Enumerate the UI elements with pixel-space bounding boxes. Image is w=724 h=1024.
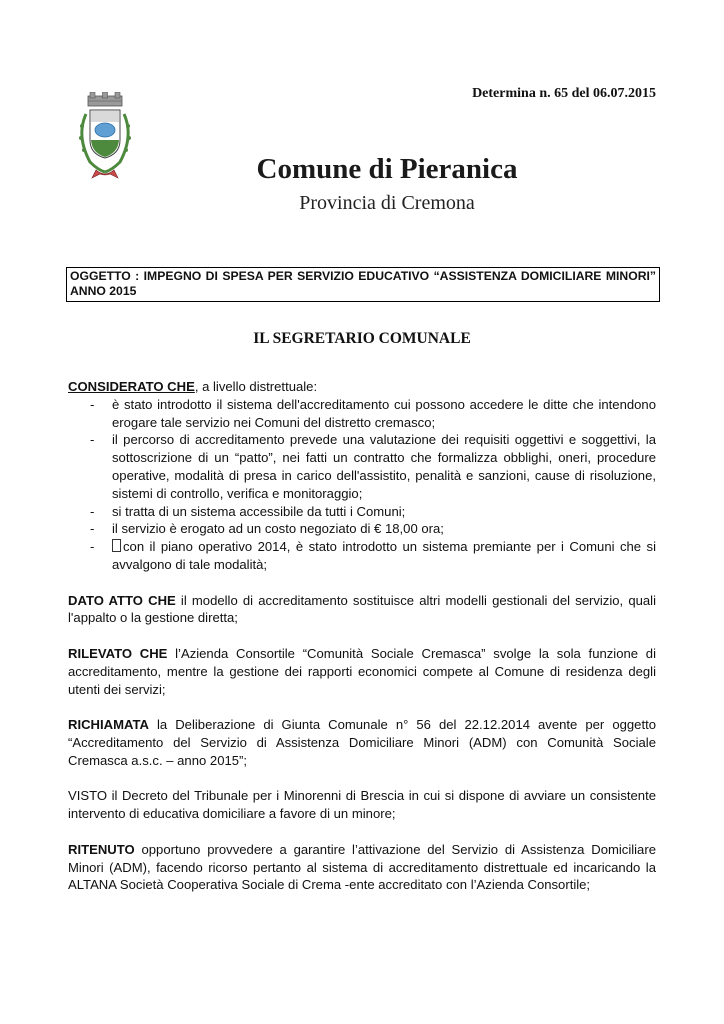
dato-atto-paragraph [68,592,656,628]
rilevato-paragraph [68,645,656,698]
document-body [68,378,656,912]
list-item: - è stato introdotto il sistema dell'accreditamento cui possono accedere le ditte che intendono erogare tale servizio nei Comuni del distretto cremasco; [90,396,656,430]
list-item: - con il piano operativo 2014, è stato introdotto un sistema premiante per i Comuni che si avvalgono di tale modalità; [90,539,656,572]
list-item: - il servizio è erogato ad un costo negoziato di € 18,00 ora; [90,521,444,537]
richiamata-paragraph [68,716,656,769]
considerato-text: , a livello distrettuale: [194,379,318,394]
dato-atto-keyword: DATO ATTO CHE [68,592,176,608]
rilevato-text: l’Azienda Consortile “Comunità Sociale Cremasca” svolge la sola funzione di accreditamento, mentre la gestione dei rapporti economici compete al Comune di residenza degli utenti dei servizi; [68,645,656,697]
considerato-keyword: CONSIDERATO CHE [68,379,195,394]
ritenuto-keyword: RITENUTO [68,841,135,857]
richiamata-text: la Deliberazione di Giunta Comunale n° 56 del 22.12.2014 avente per oggetto “Accreditamento del Servizio di Assistenza Domiciliare Minori (ADM) con Comunità Sociale Cremasca a.s.c. – anno 2015”; [68,717,656,768]
richiamata-keyword: RICHIAMATA [68,717,149,733]
section-heading: IL SEGRETARIO COMUNALE [253,330,471,347]
considerato-paragraph [68,378,656,396]
missing-glyph-icon [112,539,121,552]
considerato-list [68,396,656,574]
determina-reference: Determina n. 65 del 06.07.2015 [472,86,656,101]
subject-box: OGGETTO : IMPEGNO DI SPESA PER SERVIZIO EDUCATIVO “ASSISTENZA DOMICILIARE MINORI” ANNO 2015 [66,267,660,302]
list-item: - si tratta di un sistema accessibile da tutti i Comuni; [90,503,406,519]
dato-atto-text: il modello di accreditamento sostituisce altri modelli gestionali del servizio, quali l'appalto o la gestione diretta; [68,592,657,626]
ritenuto-text: opportuno provvedere a garantire l’attivazione del Servizio di Assistenza Domiciliare Minori (ADM), facendo ricorso pertanto al sistema di accreditamento distrettuale ed incaricando la ALTANA Società Cooperativa Sociale di Crema -ente accreditato con l’Azienda Consortile; [68,841,656,893]
page-title: Comune di Pieranica [256,153,518,185]
page-subtitle: Provincia di Cremona [299,192,475,214]
list-item: - il percorso di accreditamento prevede una valutazione dei requisiti oggettivi e soggettivi, la sottoscrizione di un “patto”, nei fatti un contratto che formalizza obblighi, oneri, procedure operative, modalità di presa in carico dell'assistito, penalità e sanzioni, cause di risoluzione, sistemi di controllo, verifica e monitoraggio; [90,432,656,501]
rilevato-keyword: RILEVATO CHE [68,645,168,661]
visto-paragraph: VISTO il Decreto del Tribunale per i Minorenni di Brescia in cui si dispone di avviare un consistente intervento di educativa domiciliare a favore di un minore; [68,788,656,822]
ritenuto-paragraph [68,841,656,894]
